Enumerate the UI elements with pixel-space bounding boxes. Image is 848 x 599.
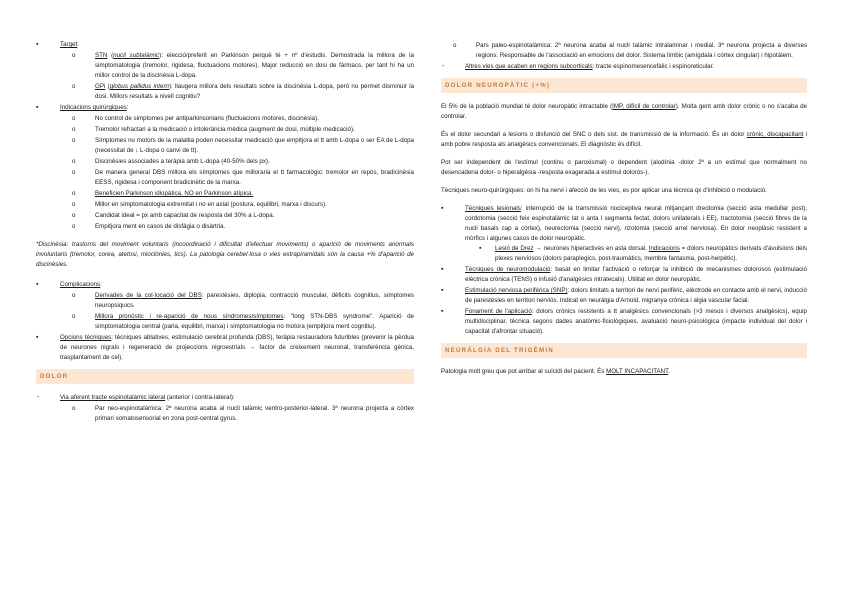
target-item: ▪ Target: o STN (nucli subtalàmic): elecció/preferit en Parkinson perquè té + nº d'estudis. Demostrada la millora de la simptomatologia (tremolor, rigidesa, fluctuacions motores). Major reducció en dosi de fàrmacs, per tant hi ha un millor control de la discinèsia L-dopa. o GPi (globus pallidus intern): llaugera millora dels resultats sobre la discinèsia L-dopa, però no permet disminuir la dosi. Millors resultats a nivell cognitiu? bbox=[36, 40, 414, 102]
neuropatic-paragraph-1: El 5% de la població mundial té dolor neuropàtic intractable (IMP, difícil de controlar). Molta gent amb dolor crònic o no s'acaba de controlar. bbox=[441, 103, 807, 120]
via-subitem: o Par neo-espinotalàmica: 2ª neurona acaba al nucli talàmic ventro-posterior-lateral. 3ª neurona projecta a còrtex primari somatosensorial en zona post-central gyrus. bbox=[60, 404, 414, 424]
trigemin-paragraph: Patologia molt greu que pot arribar al suïcidi del pacient. És MOLT INCAPACITANT. bbox=[441, 368, 670, 375]
indicacions-label: Indicacions quirúrgiques bbox=[60, 104, 127, 111]
section-trigemin-heading: NEURÀLGIA DEL TRIGÈMIN bbox=[441, 343, 807, 358]
tecnica-item: ▪ Tècniques de neuromodulació: basat en limitar l'activació o reforçar la inhibició de mecanismes dolorosos (estimulació elèctrica crònica (TENS) o infusió d'analgèsics intratecals). Utilitat en dolor neuropàtic. bbox=[441, 265, 807, 285]
complicacions-label: Complicacions bbox=[60, 281, 101, 288]
indicacio-item: o No control de simptomes per antiparkinsonians (fluctuacions motores, discinèsia). bbox=[60, 114, 414, 124]
complicacions-list bbox=[36, 280, 414, 363]
tecnica-item: ▪ Estimulació nerviosa perifèrica (SNP): dolors limitats a territori de nervi perifèric, elèctrode en contacte amb el nervi, inducció de parestèsies en territori nerviós. Indicat en neuràlgia d'Arnold, migranya crònica i algia vascular facial. bbox=[441, 286, 807, 306]
indicacio-item: o Empitjora ment en casos de disfàgia o disàrtria. bbox=[60, 222, 414, 232]
neuropatic-paragraph-2: És el dolor secundari a lesions o disfunció del SNC o dels sist. de transmissió de la informació. És un dolor crònic, discapacitant i amb pobre resposta als analgèsics convencionals. El diagnòstic és difícil. bbox=[441, 131, 807, 148]
neuropatic-paragraph-4: Tècniques neuro-quirúrgiques: on hi ha nervi i afecció de les vies, es por aplicar una tècnica qx d'inhibició o modulació. bbox=[441, 187, 767, 194]
altres-list bbox=[441, 62, 807, 72]
complicacions-sublist bbox=[60, 291, 414, 332]
via-subitem: o Pars paleo-espinotalàmica: 2ª neurona acaba al nucli talàmic intralaminar i medial. 3ª neurona projecta a diverses regions. Responsable de l'associació en emocions del dolor. Sistema límbic (amígdala i còrtex cingular) i hipotàlem. bbox=[441, 41, 807, 61]
tecnica-item: ▪ Tècniques lesionals: interrupció de la transmissió nociceptiva neural mitjançant dreotomia (secció asta medullar post), cordotomia (secció feix espinotalàmic lat o anta l segmenta fectat, dolors unilaterals i EE), tractotomia (secció fibres de la nucli basals cap a còrtex), neurectomia (secció nervi), rizotomia (secció arrel nerviosa). En dolor neoplàsic resistent a mòrfics i algunes casos de dolor neuropàtic. ▪ Lesió de Drez → neurones hiperactives en asta dorsal. Indicacions = dolors neuropàtics derivats d'avulsions dels plexes nerviosos (dolors paraplegics, post-traumàtics, membre fantasma, post-herpètic). bbox=[441, 204, 807, 264]
target-label: Target bbox=[60, 41, 78, 48]
via-list bbox=[36, 393, 414, 424]
complicacio-item: o Millora pronòstic i re-aparició de nous síndromes/símptomes: "long STN-DBS syndrome". Aparició de simptomatologia central (parla, equilibri, marxa) i simptomatologia no motora (empitjora ment cognitiu). bbox=[60, 312, 414, 332]
complicacio-item: o Derivades de la col·locació del DBS: parestèsies, diplopia, contracció muscular, dèficits cognitius, símptomes neuropsiquics. bbox=[60, 291, 414, 311]
drez-sublist bbox=[465, 244, 807, 264]
discinesia-note: *Discinèsia: trastorns del moviment voluntaris (incoordinació i dificultat d'efectuar moviments) o aparició de moviments anormals involuntaris (tremolor, corea, atetosi, mioclònies, tics). La patologia cerebel·losa o vies extrapiramidals són la causa +% d'aparició de discinèsies. bbox=[36, 241, 414, 268]
drez-item: ▪ Lesió de Drez → neurones hiperactives en asta dorsal. Indicacions = dolors neuropàtics derivats d'avulsions dels plexes nerviosos (dolors paraplegics, post-traumàtics, membre fantasma, post-herpètic). bbox=[465, 244, 807, 264]
indicacions-item: ▪ Indicacions quirúrgiques: o No control de simptomes per antiparkinsonians (fluctuacions motores, discinèsia). o Tremolor refractari a la medicació o intolerància mèdica (augment de dosi, múltiple medicació). o Símptomes no motors de la malaltia poden necessitar medicació que empitjora el tt amb L-dopa o ser EA de L-dopa (necessitat de ↓ L-dopa o canvi de tt). o Discinèsies associades a teràpia amb L-dopa (40-50% dels px). o De manera general DBS millora els símptomes que milloraria el tt farmacològic: tremolor en repòs, bradicinèsia EESS, rigidesa i component bradicinètic de la marxa. o Beneficien Parkinson idiopàtica, NO en Parkinson atípica. o Millor en simptomatologia extremitat i no en axial (postura, equilibri, marxa i discurs). o Candidat ideal = px amb capacitat de resposta del 30% a L-dopa. o Empitjora ment en casos de disfàgia o disàrtria. bbox=[36, 103, 414, 232]
neuropatic-paragraph-3: Pot ser independent de l'estímul (continu o paroxismal) o dependent (alodínia -dolor 2ª a un estímul que normalment no desencadena dolor- o hiperalgèsia -resposta exagerada a estímul dolorós-). bbox=[441, 159, 807, 176]
indicacio-item: o Beneficien Parkinson idiopàtica, NO en Parkinson atípica. bbox=[60, 189, 414, 199]
target-gpi: o GPi (globus pallidus intern): llaugera millora dels resultats sobre la discinèsia L-dopa, però no permet disminuir la dosi. Millors resultats a nivell cognitiu? bbox=[60, 82, 414, 102]
target-stn: o STN (nucli subtalàmic): elecció/preferit en Parkinson perquè té + nº d'estudis. Demostrada la millora de la simptomatologia (tremolor, rigidesa, fluctuacions motores). Major reducció en dosi de fàrmacs, per tant hi ha un millor control de la discinèsia L-dopa. bbox=[60, 51, 414, 81]
tecniques-list bbox=[441, 204, 807, 337]
left-column bbox=[36, 40, 414, 425]
complicacions-item: ▪ Complicacions: o Derivades de la col·locació del DBS: parestèsies, diplopia, contracció muscular, dèficits cognitius, símptomes neuropsiquics. o Millora pronòstic i re-aparició de nous síndromes/símptomes: "long STN-DBS syndrome". Aparició de simptomatologia central (parla, equilibri, marxa) i simptomatologia no motora (empitjora ment cognitiu). bbox=[36, 280, 414, 332]
opcions-item: ▪ Opcions tècniques: tècniques ablatives, estimulació cerebral profunda (DBS), teràpia restauradora futuribles (prevenir la pèrdua de neurones nigrals i regeneració de projeccions nigroestrials → factor de creixement neuronal, transferència gènica, trasplantament de cel). bbox=[36, 333, 414, 363]
via-item: - Via aferent tracte espinotalàmic lateral (anterior i contra-lateral): o Par neo-espinotalàmica: 2ª neurona acaba al nucli talàmic ventro-posterior-lateral. 3ª neurona projecta a còrtex primari somatosensorial en zona post-central gyrus. bbox=[36, 393, 414, 424]
altres-item: - Altres vies que acaben en regions subcorticals: tracte espinomesencefàlic i espinoreticular. bbox=[441, 62, 807, 72]
via-sublist bbox=[60, 404, 414, 424]
indicacio-item: o Discinèsies associades a teràpia amb L-dopa (40-50% dels px). bbox=[60, 157, 414, 167]
indicacions-sublist bbox=[60, 114, 414, 232]
target-list bbox=[36, 40, 414, 232]
tecnica-item: ▪ Fonament de l'aplicació: dolors crònics resistents a tt analgèsics convencionals (>3 mesos i diversos analgèsics), equip multidisciplinar, tècnica segons dades anatòmic-fisiològiques, avaluació neuro-psicològica (impacte individual del dolor i capacitat d'afrontar situació). bbox=[441, 307, 807, 337]
section-neuropatic-heading: DOLOR NEUROPÀTIC (+%) bbox=[441, 78, 807, 93]
via-continued-list bbox=[441, 41, 807, 61]
indicacio-item: o Candidat ideal = px amb capacitat de resposta del 30% a L-dopa. bbox=[60, 211, 414, 221]
indicacio-item: o Millor en simptomatologia extremitat i no en axial (postura, equilibri, marxa i discurs). bbox=[60, 200, 414, 210]
indicacio-item: o Símptomes no motors de la malaltia poden necessitar medicació que empitjora el tt amb L-dopa o ser EA de L-dopa (necessitat de ↓ L-dopa o canvi de tt). bbox=[60, 136, 414, 156]
target-sublist bbox=[60, 51, 414, 102]
section-dolor-heading: DOLOR bbox=[36, 369, 414, 384]
right-column bbox=[441, 40, 807, 385]
indicacio-item: o Tremolor refractari a la medicació o intolerància mèdica (augment de dosi, múltiple medicació). bbox=[60, 125, 414, 135]
indicacio-item: o De manera general DBS millora els símptomes que milloraria el tt farmacològic: tremolor en repòs, bradicinèsia EESS, rigidesa i component bradicinètic de la marxa. bbox=[60, 168, 414, 188]
